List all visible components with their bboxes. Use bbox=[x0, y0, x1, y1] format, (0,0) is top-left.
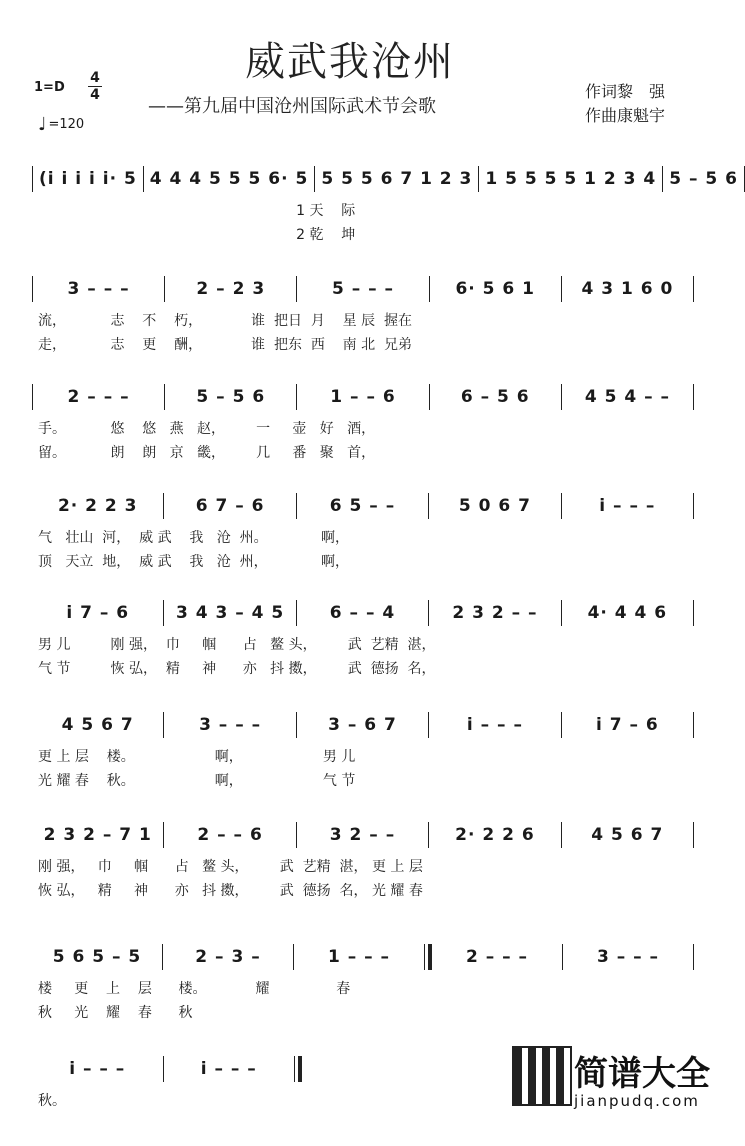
measure: i – – – bbox=[599, 496, 656, 516]
song-subtitle: ——第九届中国沧州国际武术节会歌 bbox=[148, 96, 436, 117]
score-system bbox=[32, 384, 694, 474]
lyric-line-2: 2 乾 坤 bbox=[38, 227, 356, 243]
measure: 2 3 2 – 7 1 bbox=[43, 825, 152, 845]
measure: 4 5 6 7 bbox=[591, 825, 664, 845]
score-system bbox=[32, 600, 694, 690]
key-signature: 1=D bbox=[34, 80, 65, 95]
repeat-barline bbox=[424, 944, 432, 970]
piano-keys-icon bbox=[512, 1046, 572, 1106]
score-system bbox=[32, 1056, 302, 1146]
lyricist: 作词黎 强 bbox=[585, 82, 666, 101]
time-numerator: 4 bbox=[90, 70, 100, 86]
measure: 3 – – – bbox=[199, 715, 262, 735]
measure: 6 – 5 6 bbox=[460, 387, 530, 407]
measure: 4 5 6 7 bbox=[61, 715, 134, 735]
song-title: 威武我沧州 bbox=[245, 39, 455, 85]
measure: i – – – bbox=[466, 715, 523, 735]
score-system bbox=[32, 276, 694, 366]
lyric-line-2: 气 节 恢 弘， 精 神 亦 抖 擞， 武 德扬 名， bbox=[38, 661, 436, 677]
measure: i 7 – 6 bbox=[595, 715, 659, 735]
note-row bbox=[32, 493, 694, 519]
lyric-line-1: 男 儿 刚 强， 巾 帼 占 鳌 头， 武 艺精 湛， bbox=[38, 637, 436, 653]
measure: 5 – – – bbox=[331, 279, 395, 299]
measure: 3 4 3 – 4 5 bbox=[175, 603, 285, 623]
watermark bbox=[512, 1046, 717, 1112]
barline bbox=[693, 493, 694, 519]
measure: 2 – – – bbox=[67, 387, 130, 407]
measure: 3 2 – – bbox=[329, 825, 396, 845]
lyric-line-1: 手。 悠 悠 燕 赵， 一 壶 好 酒， bbox=[38, 421, 376, 437]
note-row bbox=[32, 276, 694, 302]
lyric-line-1: 气 壮山 河， 威 武 我 沧 州。 啊， bbox=[38, 530, 350, 546]
measure: 4· 4 4 6 bbox=[587, 603, 668, 623]
lyric-line-2: 顶 天立 地， 威 武 我 沧 州， 啊， bbox=[38, 554, 350, 570]
measure: 5 – 5 6 bbox=[196, 387, 266, 407]
measure: 6· 5 6 1 bbox=[455, 279, 535, 299]
watermark-site: jianpudq.com bbox=[574, 1092, 700, 1110]
barline bbox=[693, 822, 694, 848]
score-system bbox=[32, 493, 694, 583]
measure: 2· 2 2 6 bbox=[455, 825, 535, 845]
measure: 3 – 6 7 bbox=[328, 715, 397, 735]
note-row bbox=[32, 944, 694, 970]
score-system bbox=[32, 944, 694, 1034]
measure: 2 – – – bbox=[465, 947, 529, 967]
time-denominator: 4 bbox=[88, 86, 102, 103]
measure: 2 3 2 – – bbox=[452, 603, 538, 623]
barline bbox=[693, 712, 694, 738]
measure: 3 – – – bbox=[596, 947, 660, 967]
lyric-line-1: 1 天 际 bbox=[38, 203, 356, 219]
measure: 4 4 4 5 5 5 6· 5 bbox=[149, 169, 309, 189]
note-row bbox=[32, 166, 738, 192]
tempo-marking bbox=[38, 112, 84, 133]
measure: 4 3 1 6 0 bbox=[581, 279, 674, 299]
measure: 2 – 2 3 bbox=[196, 279, 266, 299]
lyric-line-1: 刚 强， 巾 帼 占 鳌 头， 武 艺精 湛， 更 上 层 bbox=[38, 859, 423, 875]
measure: 5 – 5 6 bbox=[669, 169, 738, 189]
lyric-line-1: 更 上 层 楼。 啊， 男 儿 bbox=[38, 749, 356, 765]
barline bbox=[693, 384, 694, 410]
measure: 3 – – – bbox=[67, 279, 130, 299]
measure: 5 6 5 – 5 bbox=[52, 947, 142, 967]
lyric-line-2: 秋 光 耀 春 秋 bbox=[38, 1005, 193, 1021]
measure: 2· 2 2 3 bbox=[57, 496, 138, 516]
measure: 1 – – 6 bbox=[330, 387, 396, 407]
quarter-note-icon: ♩ bbox=[38, 114, 47, 135]
measure: 4 5 4 – – bbox=[584, 387, 670, 407]
measure: i – – – bbox=[200, 1059, 257, 1079]
note-row bbox=[32, 600, 694, 626]
time-signature bbox=[88, 70, 102, 103]
lyric-line-2: 恢 弘， 精 神 亦 抖 擞， 武 德扬 名， 光 耀 春 bbox=[38, 883, 423, 899]
lyric-line-1: 楼 更 上 层 楼。 耀 春 bbox=[38, 981, 351, 997]
lyric-line-1: 流， 志 不 朽， 谁 把日 月 星 辰 握在 bbox=[38, 313, 413, 329]
measure: 6 7 – 6 bbox=[195, 496, 265, 516]
final-barline bbox=[294, 1056, 302, 1082]
measure: i – – – bbox=[69, 1059, 126, 1079]
barline bbox=[693, 944, 694, 970]
note-row bbox=[32, 1056, 302, 1082]
barline bbox=[693, 600, 694, 626]
score-system bbox=[32, 712, 694, 802]
score-system bbox=[32, 822, 694, 912]
measure: 6 – – 4 bbox=[329, 603, 396, 623]
measure: 1 5 5 5 5 1 2 3 4 bbox=[485, 169, 657, 189]
measure: i 7 – 6 bbox=[66, 603, 130, 623]
measure: 5 5 5 6 7 1 2 3 bbox=[321, 169, 473, 189]
watermark-brand: 简谱大全 bbox=[574, 1054, 710, 1094]
score-system bbox=[32, 166, 738, 256]
measure: 2 – 3 – bbox=[195, 947, 261, 967]
lyric-line-1: 秋。 bbox=[38, 1093, 66, 1109]
barline bbox=[693, 276, 694, 302]
measure: (i i i i i· 5 bbox=[39, 169, 137, 189]
lyric-line-2: 光 耀 春 秋。 啊， 气 节 bbox=[38, 773, 356, 789]
note-row bbox=[32, 822, 694, 848]
measure: 5 0 6 7 bbox=[458, 496, 531, 516]
lyric-line-2: 留。 朗 朗 京 畿， 几 番 聚 首， bbox=[38, 445, 376, 461]
measure: 6 5 – – bbox=[329, 496, 396, 516]
lyric-line-2: 走， 志 更 酬， 谁 把东 西 南 北 兄弟 bbox=[38, 337, 413, 353]
note-row bbox=[32, 712, 694, 738]
credits bbox=[585, 80, 665, 128]
measure: 2 – – 6 bbox=[197, 825, 263, 845]
tempo-value: =120 bbox=[48, 117, 85, 132]
composer: 作曲康魁宇 bbox=[585, 106, 666, 125]
measure: 1 – – – bbox=[327, 947, 391, 967]
note-row bbox=[32, 384, 694, 410]
